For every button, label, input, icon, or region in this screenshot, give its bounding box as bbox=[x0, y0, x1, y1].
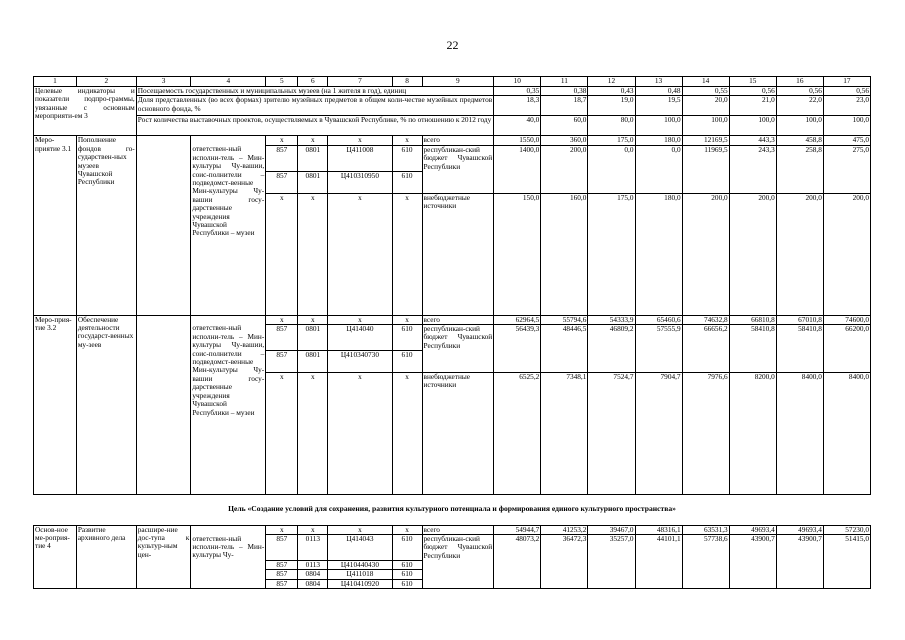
funding-value: 66200,0 bbox=[823, 324, 870, 350]
funding-value: 175,0 bbox=[588, 136, 635, 145]
indicator-value: 100,0 bbox=[776, 116, 823, 136]
measure-name: Основ-ное ме-роприя-тие 4 bbox=[34, 525, 77, 588]
funding-value: 74600,0 bbox=[823, 315, 870, 324]
kbk-grbs: 857 bbox=[266, 350, 298, 372]
funding-value bbox=[541, 579, 588, 588]
kbk-grbs: 857 bbox=[266, 171, 298, 193]
funding-value bbox=[729, 171, 776, 193]
responsible-executor: ответствен-ный исполни-тель – Мин-культуры Чу-вашии, соис-полнители – подведомст-венные Мин-культуры Чу-вашии госу-дарственные учреждения Чувашской Республики – музеи bbox=[191, 145, 266, 315]
funding-value bbox=[494, 570, 541, 579]
indicator-row bbox=[34, 96, 871, 116]
empty-cell bbox=[191, 315, 266, 324]
indicator-value: 0,43 bbox=[588, 87, 635, 96]
kbk-type: 610 bbox=[392, 171, 422, 193]
funding-value: 6525,2 bbox=[494, 372, 541, 494]
funding-value: 43900,7 bbox=[776, 535, 823, 561]
measure-row bbox=[34, 136, 871, 145]
funding-value bbox=[823, 579, 870, 588]
kbk-type: x bbox=[392, 525, 422, 534]
funding-value bbox=[588, 570, 635, 579]
indicator-value: 100,0 bbox=[635, 116, 682, 136]
funding-source: всего bbox=[422, 525, 494, 534]
indicator-value: 0,56 bbox=[729, 87, 776, 96]
indicator-value: 0,35 bbox=[494, 87, 541, 96]
kbk-grbs: 857 bbox=[266, 145, 298, 171]
kbk-type: 610 bbox=[392, 570, 422, 579]
kbk-section: 0804 bbox=[298, 570, 328, 579]
indicator-text: Посещаемость государственных и муниципальных музеев (на 1 жителя в год), единиц bbox=[136, 87, 493, 96]
funding-value bbox=[635, 350, 682, 372]
kbk-grbs: x bbox=[266, 193, 298, 315]
kbk-section: 0804 bbox=[298, 579, 328, 588]
funding-value: 44101,1 bbox=[635, 535, 682, 561]
funding-value bbox=[729, 579, 776, 588]
kbk-target: x bbox=[328, 193, 392, 315]
kbk-grbs: 857 bbox=[266, 535, 298, 561]
indicator-value: 0,38 bbox=[541, 87, 588, 96]
funding-source bbox=[422, 171, 494, 193]
kbk-type: 610 bbox=[392, 145, 422, 171]
kbk-section: 0801 bbox=[298, 171, 328, 193]
funding-value: 43900,7 bbox=[729, 535, 776, 561]
funding-value: 200,0 bbox=[541, 145, 588, 171]
header-cell: 11 bbox=[541, 77, 588, 87]
funding-value bbox=[823, 560, 870, 569]
funding-source bbox=[422, 570, 494, 579]
indicator-value: 100,0 bbox=[823, 116, 870, 136]
header-cell: 15 bbox=[729, 77, 776, 87]
kbk-grbs: x bbox=[266, 525, 298, 534]
funding-value bbox=[588, 579, 635, 588]
indicator-value: 0,48 bbox=[635, 87, 682, 96]
kbk-section: x bbox=[298, 525, 328, 534]
measure-title: Развитие архивного дела bbox=[76, 525, 136, 588]
measure-row bbox=[34, 525, 871, 534]
funding-value: 66810,8 bbox=[729, 315, 776, 324]
kbk-target: Ц410310950 bbox=[328, 171, 392, 193]
funding-value: 48073,2 bbox=[494, 535, 541, 561]
funding-value bbox=[823, 570, 870, 579]
funding-value bbox=[588, 350, 635, 372]
kbk-grbs: x bbox=[266, 136, 298, 145]
measure-name: Меро-приятие 3.1 bbox=[34, 136, 77, 315]
empty-cell bbox=[191, 136, 266, 145]
responsible-executor: ответствен-ный исполни-тель – Мин-культуры Чу- bbox=[191, 535, 266, 589]
kbk-grbs: x bbox=[266, 315, 298, 324]
indicator-value: 0,55 bbox=[682, 87, 729, 96]
funding-value bbox=[729, 350, 776, 372]
goal-heading: Цель «Создание условий для сохранения, развития культурного потенциала и формирования единого культурного пространства» bbox=[34, 494, 871, 525]
funding-value: 200,0 bbox=[823, 193, 870, 315]
kbk-target: x bbox=[328, 372, 392, 494]
funding-source: внебюджетные источники bbox=[422, 372, 494, 494]
kbk-section: 0801 bbox=[298, 145, 328, 171]
kbk-grbs: 857 bbox=[266, 560, 298, 569]
indicator-value: 21,0 bbox=[729, 96, 776, 116]
funding-value: 175,0 bbox=[588, 193, 635, 315]
funding-value: 58410,8 bbox=[729, 324, 776, 350]
funding-value: 66656,2 bbox=[682, 324, 729, 350]
column-number-row bbox=[34, 77, 871, 87]
funding-value: 150,0 bbox=[494, 193, 541, 315]
funding-value: 57555,9 bbox=[635, 324, 682, 350]
funding-source: внебюджетные источники bbox=[422, 193, 494, 315]
indicator-value: 0,56 bbox=[823, 87, 870, 96]
funding-source: республикан-ский бюджет Чувашской Республики bbox=[423, 324, 493, 350]
funding-value: 49693,4 bbox=[776, 525, 823, 534]
funding-value: 11969,5 bbox=[682, 145, 729, 171]
funding-value: 200,0 bbox=[682, 193, 729, 315]
funding-value: 443,3 bbox=[729, 136, 776, 145]
funding-value: 48316,1 bbox=[635, 525, 682, 534]
funding-value bbox=[588, 171, 635, 193]
kbk-type: x bbox=[392, 136, 422, 145]
funding-value bbox=[682, 350, 729, 372]
kbk-target: Ц411018 bbox=[328, 570, 392, 579]
funding-value: 48446,5 bbox=[541, 324, 588, 350]
kbk-type: x bbox=[392, 315, 422, 324]
indicator-row bbox=[34, 87, 871, 96]
funding-value bbox=[776, 171, 823, 193]
indicator-value: 100,0 bbox=[682, 116, 729, 136]
funding-value: 41253,2 bbox=[541, 525, 588, 534]
header-cell: 2 bbox=[76, 77, 136, 87]
measure-goal-cell: расшире-ние дос-тупа к культур-ным цен- bbox=[136, 525, 191, 588]
indicator-value: 100,0 bbox=[729, 116, 776, 136]
kbk-target: Ц410440430 bbox=[328, 560, 392, 569]
funding-value bbox=[541, 171, 588, 193]
funding-value: 55794,6 bbox=[541, 315, 588, 324]
kbk-target: Ц414043 bbox=[328, 535, 392, 561]
funding-value bbox=[682, 560, 729, 569]
kbk-target: Ц410410920 bbox=[328, 579, 392, 588]
funding-value: 7348,1 bbox=[541, 372, 588, 494]
funding-value: 1550,0 bbox=[494, 136, 541, 145]
kbk-type: 610 bbox=[392, 579, 422, 588]
kbk-type: 610 bbox=[392, 324, 422, 350]
funding-value: 0,0 bbox=[588, 145, 635, 171]
indicator-value: 22,0 bbox=[776, 96, 823, 116]
header-cell: 14 bbox=[682, 77, 729, 87]
indicator-value: 40,0 bbox=[494, 116, 541, 136]
header-cell: 6 bbox=[298, 77, 328, 87]
funding-value: 0,0 bbox=[635, 145, 682, 171]
header-cell: 17 bbox=[823, 77, 870, 87]
funding-value: 360,0 bbox=[541, 136, 588, 145]
measure-goal-cell bbox=[136, 315, 191, 494]
kbk-section: x bbox=[298, 193, 328, 315]
funding-value bbox=[494, 560, 541, 569]
funding-value bbox=[635, 171, 682, 193]
funding-value: 65460,6 bbox=[635, 315, 682, 324]
kbk-grbs: x bbox=[266, 372, 298, 494]
kbk-section: 0801 bbox=[298, 350, 328, 372]
indicator-text: Рост количества выставочных проектов, осуществляемых в Чувашской Республике, % по отношению к 2012 году bbox=[136, 116, 493, 136]
funding-source bbox=[422, 579, 494, 588]
funding-value bbox=[494, 350, 541, 372]
funding-value bbox=[588, 560, 635, 569]
funding-value: 56439,3 bbox=[494, 324, 541, 350]
indicator-value: 23,0 bbox=[823, 96, 870, 116]
empty-cell bbox=[191, 525, 266, 534]
page-number: 22 bbox=[446, 38, 459, 52]
funding-value: 46809,2 bbox=[588, 324, 635, 350]
funding-value bbox=[682, 579, 729, 588]
budget-table bbox=[33, 76, 871, 589]
indicator-value: 0,56 bbox=[776, 87, 823, 96]
kbk-type: x bbox=[392, 372, 422, 494]
kbk-target: Ц414040 bbox=[328, 324, 392, 350]
funding-value: 160,0 bbox=[541, 193, 588, 315]
funding-value: 39467,0 bbox=[588, 525, 635, 534]
funding-value: 63531,3 bbox=[682, 525, 729, 534]
funding-value: 54944,7 bbox=[494, 525, 541, 534]
funding-value bbox=[541, 570, 588, 579]
funding-value bbox=[541, 350, 588, 372]
kbk-section: x bbox=[298, 136, 328, 145]
header-cell: 1 bbox=[34, 77, 77, 87]
funding-source bbox=[422, 350, 494, 372]
header-cell: 4 bbox=[191, 77, 266, 87]
funding-value: 200,0 bbox=[776, 193, 823, 315]
funding-source: республикан-ский бюджет Чувашской Республики bbox=[423, 534, 493, 560]
kbk-target: Ц411008 bbox=[328, 145, 392, 171]
header-cell: 9 bbox=[422, 77, 494, 87]
indicator-value: 60,0 bbox=[541, 116, 588, 136]
funding-value bbox=[776, 579, 823, 588]
header-cell: 12 bbox=[588, 77, 635, 87]
header-cell: 8 bbox=[392, 77, 422, 87]
funding-value bbox=[823, 350, 870, 372]
funding-source: всего bbox=[422, 315, 494, 324]
funding-value: 57230,0 bbox=[823, 525, 870, 534]
funding-source: всего bbox=[422, 136, 494, 145]
funding-value bbox=[776, 350, 823, 372]
funding-value bbox=[541, 560, 588, 569]
funding-value bbox=[682, 171, 729, 193]
header-cell: 10 bbox=[494, 77, 541, 87]
indicator-value: 80,0 bbox=[588, 116, 635, 136]
funding-value bbox=[635, 570, 682, 579]
funding-value: 8400,0 bbox=[776, 372, 823, 494]
kbk-type: 610 bbox=[392, 535, 422, 561]
funding-value bbox=[729, 570, 776, 579]
funding-value: 7524,7 bbox=[588, 372, 635, 494]
header-cell: 16 bbox=[776, 77, 823, 87]
funding-value bbox=[682, 570, 729, 579]
funding-value: 458,8 bbox=[776, 136, 823, 145]
kbk-target: x bbox=[328, 136, 392, 145]
measure-row bbox=[34, 315, 871, 324]
kbk-type: x bbox=[392, 193, 422, 315]
kbk-section: 0801 bbox=[298, 324, 328, 350]
header-cell: 13 bbox=[635, 77, 682, 87]
funding-value bbox=[635, 560, 682, 569]
indicator-value: 19,0 bbox=[588, 96, 635, 116]
funding-value: 35257,0 bbox=[588, 535, 635, 561]
funding-value: 49693,4 bbox=[729, 525, 776, 534]
kbk-grbs: 857 bbox=[266, 579, 298, 588]
kbk-type: 610 bbox=[392, 350, 422, 372]
funding-value bbox=[635, 579, 682, 588]
header-cell: 7 bbox=[328, 77, 392, 87]
funding-value: 58410,8 bbox=[776, 324, 823, 350]
funding-value: 200,0 bbox=[729, 193, 776, 315]
measure-goal-cell bbox=[136, 136, 191, 315]
funding-value bbox=[729, 560, 776, 569]
funding-value: 57738,6 bbox=[682, 535, 729, 561]
measure-name: Меро-прия-тие 3.2 bbox=[34, 315, 77, 494]
funding-value: 12169,5 bbox=[682, 136, 729, 145]
indicator-value: 20,0 bbox=[682, 96, 729, 116]
funding-value: 54333,9 bbox=[588, 315, 635, 324]
kbk-section: 0113 bbox=[298, 560, 328, 569]
funding-value: 1400,0 bbox=[494, 145, 541, 171]
kbk-target: x bbox=[328, 525, 392, 534]
funding-value: 275,0 bbox=[823, 145, 870, 171]
funding-value: 36472,3 bbox=[541, 535, 588, 561]
header-cell: 5 bbox=[266, 77, 298, 87]
kbk-section: x bbox=[298, 372, 328, 494]
funding-value bbox=[776, 560, 823, 569]
goal-row bbox=[34, 494, 871, 525]
funding-value: 475,0 bbox=[823, 136, 870, 145]
indicator-value: 19,5 bbox=[635, 96, 682, 116]
kbk-grbs: 857 bbox=[266, 324, 298, 350]
funding-value: 7904,7 bbox=[635, 372, 682, 494]
kbk-section: 0113 bbox=[298, 535, 328, 561]
measure-title: Обеспечение деятельности государст-венных му-зеев bbox=[76, 315, 136, 494]
funding-value: 67010,8 bbox=[776, 315, 823, 324]
funding-value: 258,8 bbox=[776, 145, 823, 171]
funding-value: 180,0 bbox=[635, 193, 682, 315]
funding-value: 74632,8 bbox=[682, 315, 729, 324]
indicator-text: Доля представленных (во всех формах) зрителю музейных предметов в общем коли-честве музейных предметов основного фонда, % bbox=[136, 96, 493, 116]
funding-value: 8200,0 bbox=[729, 372, 776, 494]
kbk-type: 610 bbox=[392, 560, 422, 569]
funding-value: 62964,5 bbox=[494, 315, 541, 324]
funding-value bbox=[494, 579, 541, 588]
kbk-section: x bbox=[298, 315, 328, 324]
funding-value: 8400,0 bbox=[823, 372, 870, 494]
indicator-value: 18,3 bbox=[494, 96, 541, 116]
indicators-label: Целевые индикаторы и показатели подпро-граммы, увязанные с основным мероприяти-ем 3 bbox=[34, 87, 137, 136]
funding-source bbox=[422, 560, 494, 569]
funding-value: 243,3 bbox=[729, 145, 776, 171]
funding-value bbox=[823, 171, 870, 193]
kbk-target: Ц410340730 bbox=[328, 350, 392, 372]
indicator-row bbox=[34, 116, 871, 136]
funding-value bbox=[776, 570, 823, 579]
measure-title: Пополнение фондов го-сударствен-ных музеев Чувашской Республики bbox=[76, 136, 136, 315]
kbk-grbs: 857 bbox=[266, 570, 298, 579]
indicator-value: 18,7 bbox=[541, 96, 588, 116]
funding-source: республикан-ский бюджет Чувашской Республики bbox=[423, 145, 493, 171]
responsible-executor: ответствен-ный исполни-тель – Мин-культуры Чу-вашии, соис-полнители – подведомст-венные Мин-культуры Чу-вашии госу-дарственные учреждения Чувашской Республики – музеи bbox=[191, 324, 266, 494]
header-cell: 3 bbox=[136, 77, 191, 87]
funding-value: 180,0 bbox=[635, 136, 682, 145]
funding-value: 51415,0 bbox=[823, 535, 870, 561]
kbk-target: x bbox=[328, 315, 392, 324]
funding-value: 7976,6 bbox=[682, 372, 729, 494]
funding-value bbox=[494, 171, 541, 193]
